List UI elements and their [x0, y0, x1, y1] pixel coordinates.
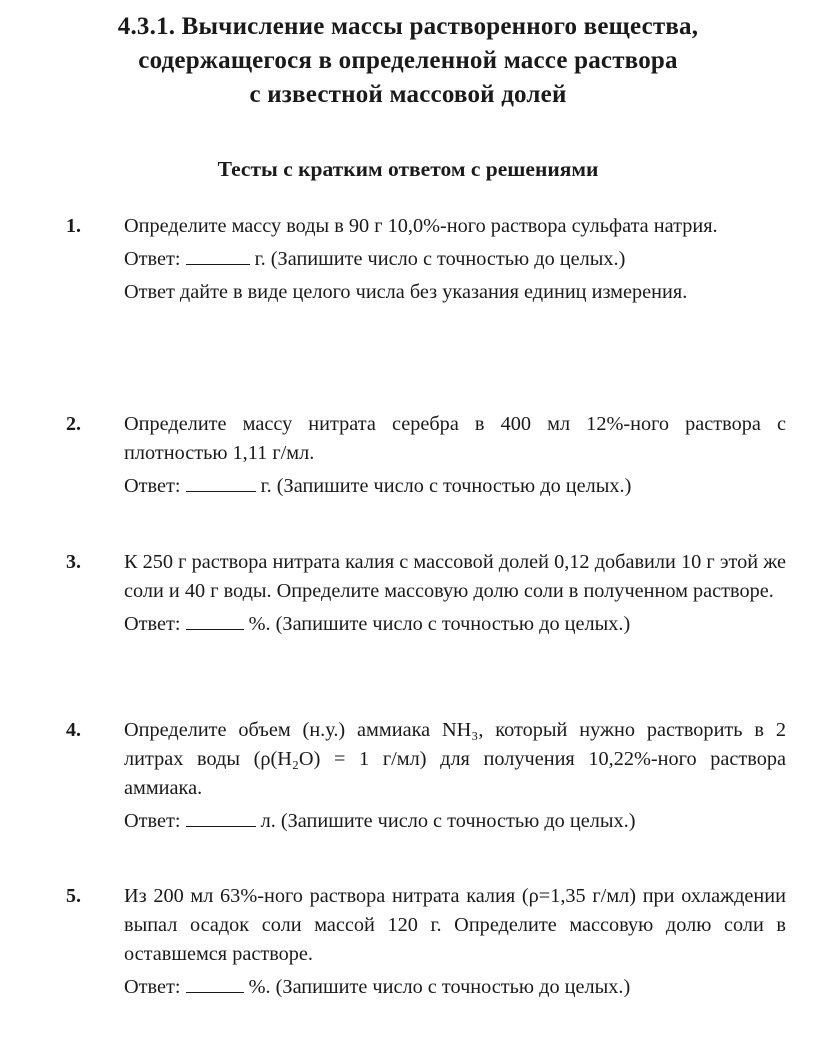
task-body — [124, 716, 786, 836]
task-number: 5. — [66, 885, 81, 907]
answer-blank[interactable] — [186, 974, 244, 993]
task-number: 4. — [66, 719, 81, 741]
task-statement: Из 200 мл 63%-ного раствора нитрата калия (ρ=1,35 г/мл) при охлаждении выпал осадок соли массой 120 г. Определите массовую долю соли в оставшемся растворе. — [124, 885, 786, 965]
answer-blank[interactable] — [186, 246, 250, 265]
answer-instruction: г. (Запишите число с точностью до целых.) — [254, 248, 626, 270]
section-title-line: 4.3.1. Вычисление массы растворенного вещества, — [117, 13, 699, 40]
task-statement: К 250 г раствора нитрата калия с массовой долей 0,12 добавили 10 г этой же соли и 40 г воды. Определите массовую долю соли в полученном растворе. — [124, 551, 786, 602]
task-body — [124, 410, 786, 501]
answer-blank[interactable] — [186, 473, 256, 492]
answer-line — [124, 973, 786, 1002]
answer-line — [124, 245, 786, 274]
answer-instruction: %. (Запишите число с точностью до целых.) — [248, 613, 631, 635]
answer-line — [124, 472, 786, 501]
answer-line — [124, 807, 786, 836]
task-statement: Определите массу нитрата серебра в 400 мл 12%-ного раствора с плотностью 1,11 г/мл. — [124, 413, 786, 464]
answer-blank[interactable] — [186, 808, 256, 827]
task-number: 1. — [66, 215, 81, 237]
task-statement: Определите массу воды в 90 г 10,0%-ного раствора сульфата натрия. — [124, 215, 718, 237]
answer-instruction: л. (Запишите число с точностью до целых.) — [260, 810, 636, 832]
answer-blank[interactable] — [186, 611, 244, 630]
answer-label: Ответ: — [124, 976, 181, 998]
section-title — [60, 10, 756, 112]
answer-label: Ответ: — [124, 248, 181, 270]
task-number: 3. — [66, 551, 81, 573]
answer-label: Ответ: — [124, 613, 181, 635]
answer-instruction: г. (Запишите число с точностью до целых.) — [260, 475, 632, 497]
section-subtitle: Тесты с кратким ответом с решениями — [217, 157, 599, 181]
section-title-line: содержащегося в определенной массе раствора — [138, 47, 678, 74]
task-body — [124, 882, 786, 1002]
task-statement: Определите объем (н.у.) аммиака NH₃, который нужно растворить в 2 литрах воды (ρ(H₂O) = 1 г/мл) для получения 10,22%-ного раствора аммиака. — [124, 719, 786, 799]
task-number: 2. — [66, 413, 81, 435]
answer-instruction: %. (Запишите число с точностью до целых.) — [248, 976, 631, 998]
section-title-line: с известной массовой долей — [249, 81, 567, 108]
answer-line — [124, 610, 786, 639]
answer-label: Ответ: — [124, 810, 181, 832]
answer-note: Ответ дайте в виде целого числа без указания единиц измерения. — [124, 281, 688, 303]
task-body — [124, 548, 786, 639]
task-body — [124, 212, 786, 307]
answer-label: Ответ: — [124, 475, 181, 497]
